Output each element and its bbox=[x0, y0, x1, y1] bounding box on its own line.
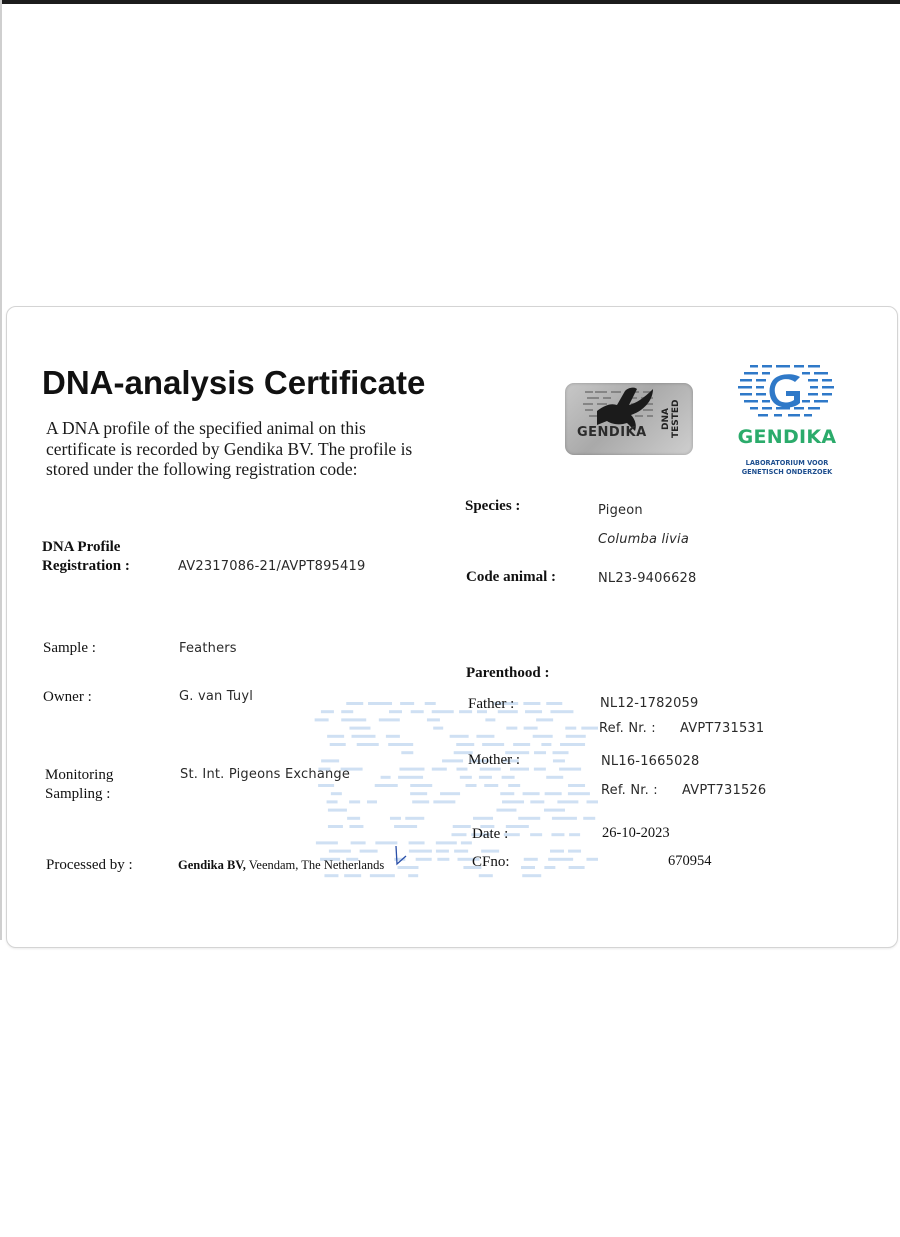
processed-by-value bbox=[178, 858, 384, 873]
date-value: 26-10-2023 bbox=[602, 825, 670, 841]
monitoring-label: Monitoring bbox=[45, 767, 114, 783]
dna-tested-stamp bbox=[565, 383, 693, 455]
father-value: NL12-1782059 bbox=[600, 696, 699, 711]
father-ref-label: Ref. Nr. : bbox=[599, 721, 656, 736]
processed-by-label: Processed by : bbox=[46, 857, 133, 873]
processed-location: Veendam, The Netherlands bbox=[245, 858, 385, 872]
gendika-logo-icon bbox=[736, 363, 836, 423]
logo-subtitle-line2: GENETISCH ONDERZOEK bbox=[741, 468, 833, 476]
species-common-value: Pigeon bbox=[598, 503, 643, 518]
scan-top-edge bbox=[0, 0, 900, 4]
father-ref-value: AVPT731531 bbox=[680, 721, 765, 736]
logo-subtitle bbox=[732, 459, 842, 477]
logo-name: GENDIKA bbox=[737, 426, 837, 448]
parenthood-label: Parenthood : bbox=[466, 665, 550, 681]
stamp-dna-tested-text: DNA TESTED bbox=[661, 399, 681, 439]
mother-label: Mother : bbox=[468, 752, 521, 768]
sample-value: Feathers bbox=[179, 641, 237, 656]
page-title: DNA-analysis Certificate bbox=[42, 364, 426, 401]
species-latin-value: Columba livia bbox=[598, 532, 689, 547]
code-animal-value: NL23-9406628 bbox=[598, 571, 697, 586]
intro-text: A DNA profile of the specified animal on this certificate is recorded by Gendika BV. The profile is stored under the following registration code: bbox=[46, 418, 413, 479]
sampling-label: Sampling : bbox=[45, 786, 111, 802]
dna-profile-label: DNA Profile bbox=[42, 539, 121, 555]
cfno-value: 670954 bbox=[668, 853, 712, 869]
handwritten-tick-icon bbox=[392, 844, 408, 868]
owner-value: G. van Tuyl bbox=[179, 689, 254, 704]
registration-label: Registration : bbox=[42, 558, 130, 574]
mother-ref-label: Ref. Nr. : bbox=[601, 783, 658, 798]
owner-label: Owner : bbox=[43, 689, 92, 705]
processed-company: Gendika BV, bbox=[178, 858, 246, 872]
monitoring-value: St. Int. Pigeons Exchange bbox=[180, 767, 351, 782]
father-label: Father : bbox=[468, 696, 515, 712]
cfno-label: CFno: bbox=[472, 854, 510, 870]
date-label: Date : bbox=[472, 826, 509, 842]
mother-value: NL16-1665028 bbox=[601, 754, 700, 769]
registration-value: AV2317086-21/AVPT895419 bbox=[178, 559, 366, 574]
mother-ref-value: AVPT731526 bbox=[682, 783, 767, 798]
code-animal-label: Code animal : bbox=[466, 569, 556, 585]
species-label: Species : bbox=[465, 498, 521, 514]
scan-left-edge bbox=[0, 0, 2, 940]
stamp-brand-text: GENDIKA bbox=[577, 425, 647, 440]
sample-label: Sample : bbox=[43, 640, 96, 656]
logo-subtitle-line1: LABORATORIUM VOOR bbox=[745, 459, 829, 467]
